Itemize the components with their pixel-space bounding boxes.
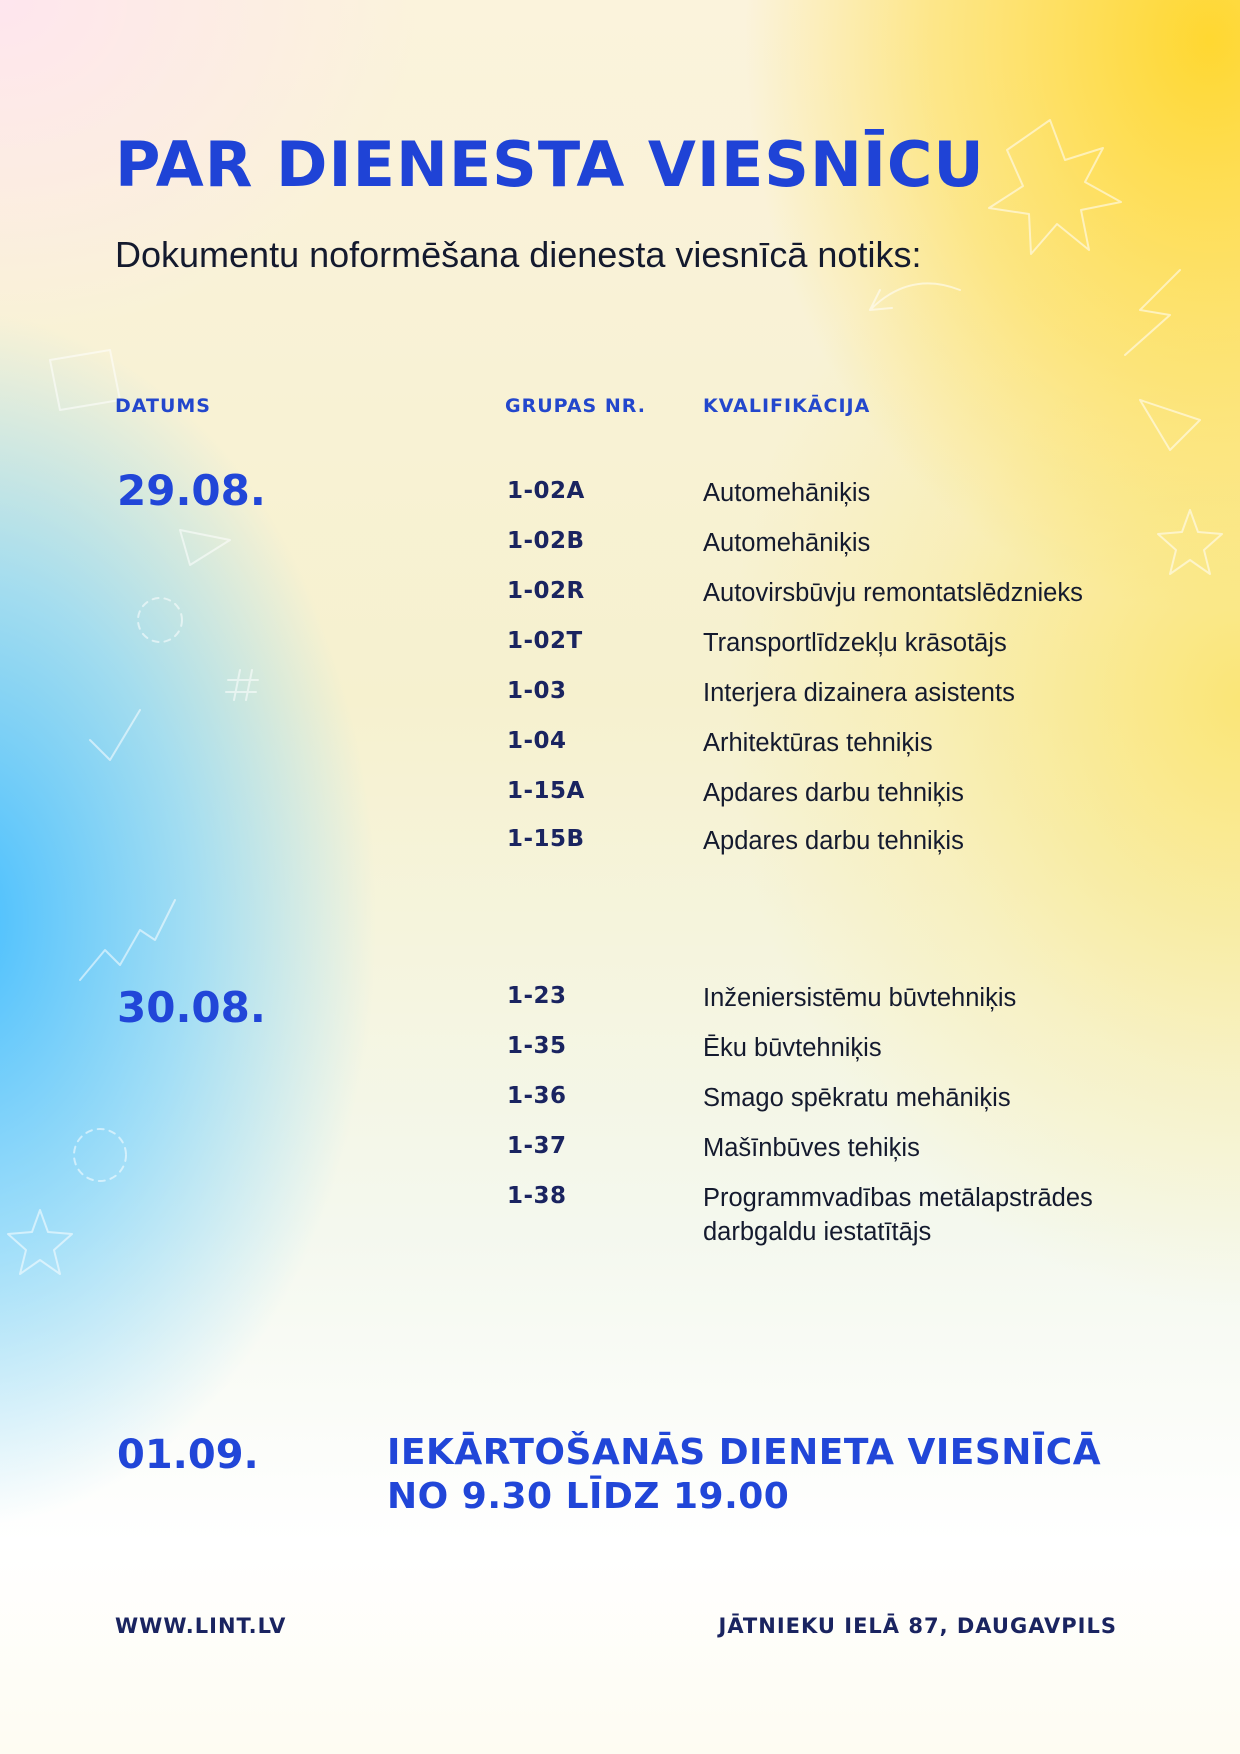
qualification: Automehāniķis — [703, 479, 871, 507]
table-row — [0, 478, 1240, 518]
qualification: Programmvadības metālapstrādes darbgaldu iestatītājs — [703, 1184, 1093, 1246]
table-row — [0, 1183, 1240, 1246]
move-in-line-1: IEKĀRTOŠANĀS DIENETA VIESNĪCĀ — [387, 1432, 1102, 1473]
group-number: 1-02B — [507, 528, 585, 554]
group-number: 1-37 — [507, 1133, 567, 1159]
table-row — [0, 778, 1240, 818]
table-row — [0, 826, 1240, 866]
table-row — [0, 1133, 1240, 1173]
qualification: Transportlīdzekļu krāsotājs — [703, 629, 1007, 657]
arrow-doodle — [870, 283, 960, 310]
schedule-date: 29.08. — [117, 466, 266, 515]
column-header-qualification: KVALIFIKĀCIJA — [703, 395, 871, 417]
lightning-doodle — [1125, 270, 1180, 355]
group-number: 1-38 — [507, 1183, 567, 1209]
qualification: Automehāniķis — [703, 529, 871, 557]
schedule-date: 30.08. — [117, 983, 266, 1032]
qualification: Ēku būvtehniķis — [703, 1034, 882, 1062]
group-number: 1-36 — [507, 1083, 567, 1109]
group-number: 1-35 — [507, 1033, 567, 1059]
group-number: 1-04 — [507, 728, 567, 754]
qualification: Smago spēkratu mehāniķis — [703, 1084, 1011, 1112]
table-row — [0, 1033, 1240, 1073]
table-row — [0, 528, 1240, 568]
qualification: Apdares darbu tehniķis — [703, 779, 964, 807]
group-number: 1-02R — [507, 578, 585, 604]
qualification: Mašīnbūves tehiķis — [703, 1134, 920, 1162]
zigzag-doodle — [80, 900, 175, 980]
group-number: 1-02A — [507, 478, 585, 504]
table-row — [0, 628, 1240, 668]
paper-plane-doodle — [1140, 400, 1200, 450]
column-header-group: GRUPAS NR. — [505, 395, 646, 417]
qualification: Interjera dizainera asistents — [703, 679, 1015, 707]
page-title: PAR DIENESTA VIESNĪCU — [115, 128, 985, 201]
table-row — [0, 983, 1240, 1023]
qualification: Inženiersistēmu būvtehniķis — [703, 984, 1017, 1012]
qualification: Autovirsbūvju remontatslēdznieks — [703, 579, 1083, 607]
group-number: 1-03 — [507, 678, 567, 704]
page-subtitle: Dokumentu noformēšana dienesta viesnīcā notiks: — [115, 234, 922, 275]
starburst-doodle — [989, 120, 1121, 254]
table-row — [0, 678, 1240, 718]
website-link[interactable]: WWW.LINT.LV — [115, 1614, 287, 1638]
move-in-date: 01.09. — [117, 1432, 259, 1478]
group-number: 1-15A — [507, 778, 585, 804]
table-row — [0, 1083, 1240, 1123]
qualification: Apdares darbu tehniķis — [703, 827, 964, 855]
column-header-date: DATUMS — [115, 395, 211, 417]
group-number: 1-23 — [507, 983, 567, 1009]
address: JĀTNIEKU IELĀ 87, DAUGAVPILS — [718, 1614, 1117, 1638]
table-row — [0, 728, 1240, 768]
qualification: Arhitektūras tehniķis — [703, 729, 933, 757]
move-in-line-2: NO 9.30 LĪDZ 19.00 — [387, 1476, 790, 1517]
group-number: 1-15B — [507, 826, 585, 852]
group-number: 1-02T — [507, 628, 583, 654]
square-doodle — [50, 350, 120, 410]
table-row — [0, 578, 1240, 618]
